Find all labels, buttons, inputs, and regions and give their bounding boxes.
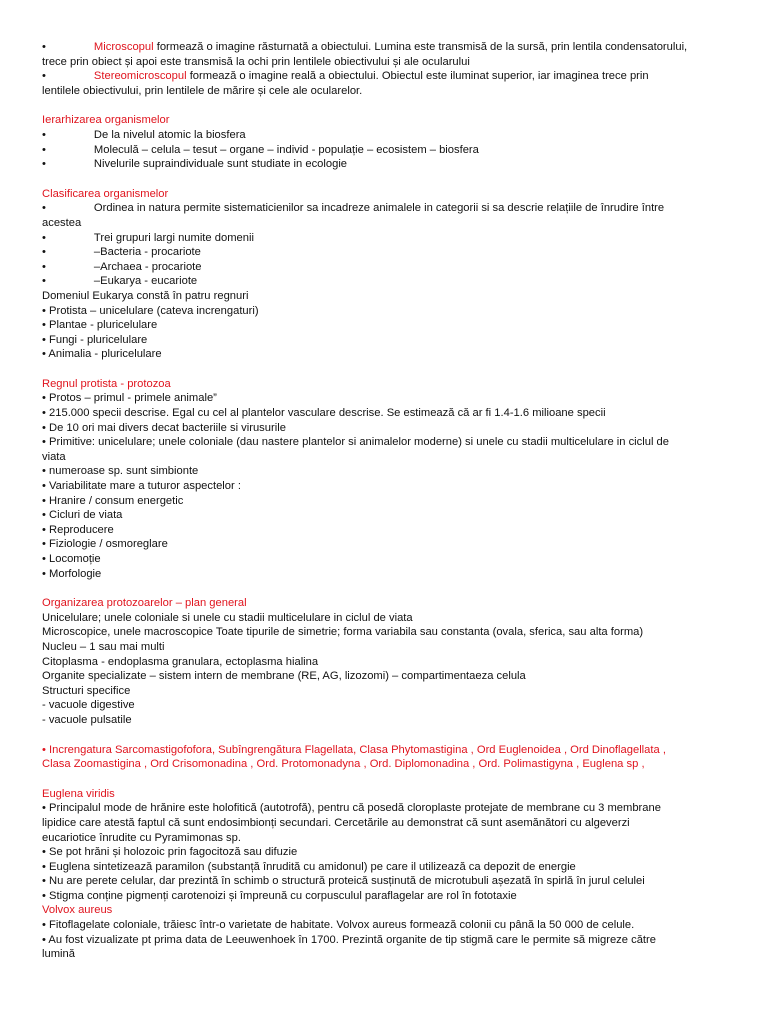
text-line: Microscopice, unele macroscopice Toate tipurile de simetrie; forma variabila sau constanta (ovala, sferica, sau alta forma) [42,626,644,639]
text-line: • Fitoflagelate coloniale, trăiesc într-o varietate de habitate. Volvox aureus formează colonii cu până la 50 000 de celule. [42,919,635,932]
stereo-term: Stereomicroscopul [93,70,187,83]
bullet: • [42,41,46,53]
stereo-line-2: lentilele obiectivului, prin lentilele de mărire și cele ale ocularelor. [42,84,363,97]
list-item [42,260,724,275]
ordine-line-1 [42,201,724,216]
bullet: • [42,70,46,83]
list-item [42,128,724,143]
text-line: • Morfologie [42,567,102,580]
list-item-text: –Archaea - procariote [93,260,202,273]
text-line: Citoplasma - endoplasma granulara, ectoplasma hialina [42,655,319,668]
microscop-text: formează o imagine răsturnată a obiectului. Lumina este transmisă de la sursă, prin lentila condensatorului, [156,41,688,53]
stereo-line-1 [42,69,724,84]
text-line: Nucleu – 1 sau mai multi [42,640,165,653]
bullet: • [42,158,46,171]
list-item [42,274,724,289]
list-item [42,231,724,246]
section-title-protista: Regnul protista - protozoa [42,377,171,390]
regnu-item: • Protista – unicelulare (cateva increngaturi) [42,304,259,317]
eukarya-intro: Domeniul Eukarya constă în patru regnuri [42,289,249,302]
text-line: • Protos – primul - primele animale” [42,392,217,405]
section-title-clasificarea: Clasificarea organismelor [42,187,169,200]
bullet: • [42,202,46,215]
list-item [42,143,724,158]
document-page [42,40,724,962]
list-item [42,245,724,260]
bullet: • [42,260,46,273]
regnu-item: • Animalia - pluricelulare [42,348,162,361]
text-line: • Variabilitate mare a tuturor aspectelor : [42,480,241,493]
text-line: eucariotice înrudite cu Pyramimonas sp. [42,831,241,844]
text-line: Organite specializate – sistem intern de membrane (RE, AG, lizozomi) – compartimentaeza celula [42,670,526,683]
text-line: - vacuole digestive [42,699,135,712]
text-line: - vacuole pulsatile [42,713,132,726]
taxonomy-line-2: Clasa Zoomastigina , Ord Crisomonadina , Ord. Protomonadyna , Ord. Diplomonadina , Ord. Polimastigyna , Euglena sp , [42,758,645,771]
microscop-line-2: trece prin obiect și apoi este transmisă la ochi prin lentilele obiectivului și ale ocularului [42,55,470,68]
bullet: • [42,128,46,141]
list-item-text: De la nivelul atomic la biosfera [93,128,246,141]
text-line: Structuri specifice [42,684,131,697]
section-title-organizarea: Organizarea protozoarelor – plan general [42,597,247,610]
list-item-text: Moleculă – celula – tesut – organe – individ - populație – ecosistem – biosfera [93,143,479,156]
text-line: • Locomoție [42,553,101,565]
text-line: Unicelulare; unele coloniale si unele cu stadii multicelulare in ciclul de viata [42,611,413,624]
ordine-text: Ordinea in natura permite sistematicienilor sa incadreze animalele in categorii si sa descrie relațiile de înrudire între [93,202,665,215]
microscop-line-1 [42,40,724,55]
text-line: • Nu are perete celular, dar prezintă în schimb o structură proteică susținută de microtubuli așezată în spirlă în jurul celulei [42,875,645,888]
section-title-ierarhizarea: Ierarhizarea organismelor [42,114,170,127]
list-item-text: –Bacteria - procariote [93,246,201,259]
microscop-term: Microscopul [93,41,154,53]
text-line: • Hranire / consum energetic [42,494,184,507]
text-line: • numeroase sp. sunt simbionte [42,465,199,478]
text-line: viata [42,450,66,463]
stereo-text: formează o imagine reală a obiectului. Obiectul este iluminat superior, iar imaginea trece prin [189,70,649,83]
ordine-line-2: acestea [42,216,82,229]
regnu-item: • Plantae - pluricelulare [42,319,158,332]
text-line: • Cicluri de viata [42,509,123,522]
text-line: • Reproducere [42,523,114,536]
list-item-text: –Eukarya - eucariote [93,275,198,288]
text-line: lipidice care atestă faptul că sunt endosimbionți secundari. Cercetările au demonstrat că sunt asemănători cu algeverzi [42,816,630,829]
bullet: • [42,246,46,259]
bullet: • [42,143,46,156]
taxonomy-line-1: • Increngatura Sarcomastigofofora, Subîngrengătura Flagellata, Clasa Phytomastigina , Ord Euglenoidea , Ord Dinoflagellata , [42,743,666,756]
text-line: • 215.000 specii descrise. Egal cu cel al plantelor vasculare descrise. Se estimează că ar fi 1.4-1.6 milioane specii [42,407,606,420]
section-title-volvox: Volvox aureus [42,904,113,917]
list-item-text: Nivelurile supraindividuale sunt studiate in ecologie [93,158,348,171]
list-item-text: Trei grupuri largi numite domenii [93,231,254,244]
section-title-euglena: Euglena viridis [42,787,115,800]
text-line: • De 10 ori mai divers decat bacteriile si virusurile [42,421,286,434]
text-line: • Fiziologie / osmoreglare [42,538,168,551]
text-line: • Principalul mode de hrănire este holofitică (autotrofă), pentru că posedă cloroplaste protejate de membrane cu 3 membrane [42,802,661,815]
bullet: • [42,275,46,288]
text-line: • Primitive: unicelulare; unele coloniale (dau nastere plantelor si animalelor moderne) si unele cu stadii multicelulare in ciclul de [42,436,670,449]
text-line: • Euglena sintetizează paramilon (substanță înrudită cu amidonul) pe care il utilizează ca depozit de energie [42,860,576,873]
text-line: • Au fost vizualizate pt prima data de Leeuwenhoek în 1700. Prezintă organite de tip stigmă care le permite să migreze către [42,933,656,946]
regnu-item: • Fungi - pluricelulare [42,333,148,346]
text-line: • Stigma conține pigmenți carotenoizi și împreună cu corpusculul paraflagelar are rol în fototaxie [42,889,517,902]
bullet: • [42,231,46,244]
list-item [42,157,724,172]
text-line: lumină [42,948,75,961]
text-line: • Se pot hrăni și holozoic prin fagocitoză sau difuzie [42,846,298,859]
